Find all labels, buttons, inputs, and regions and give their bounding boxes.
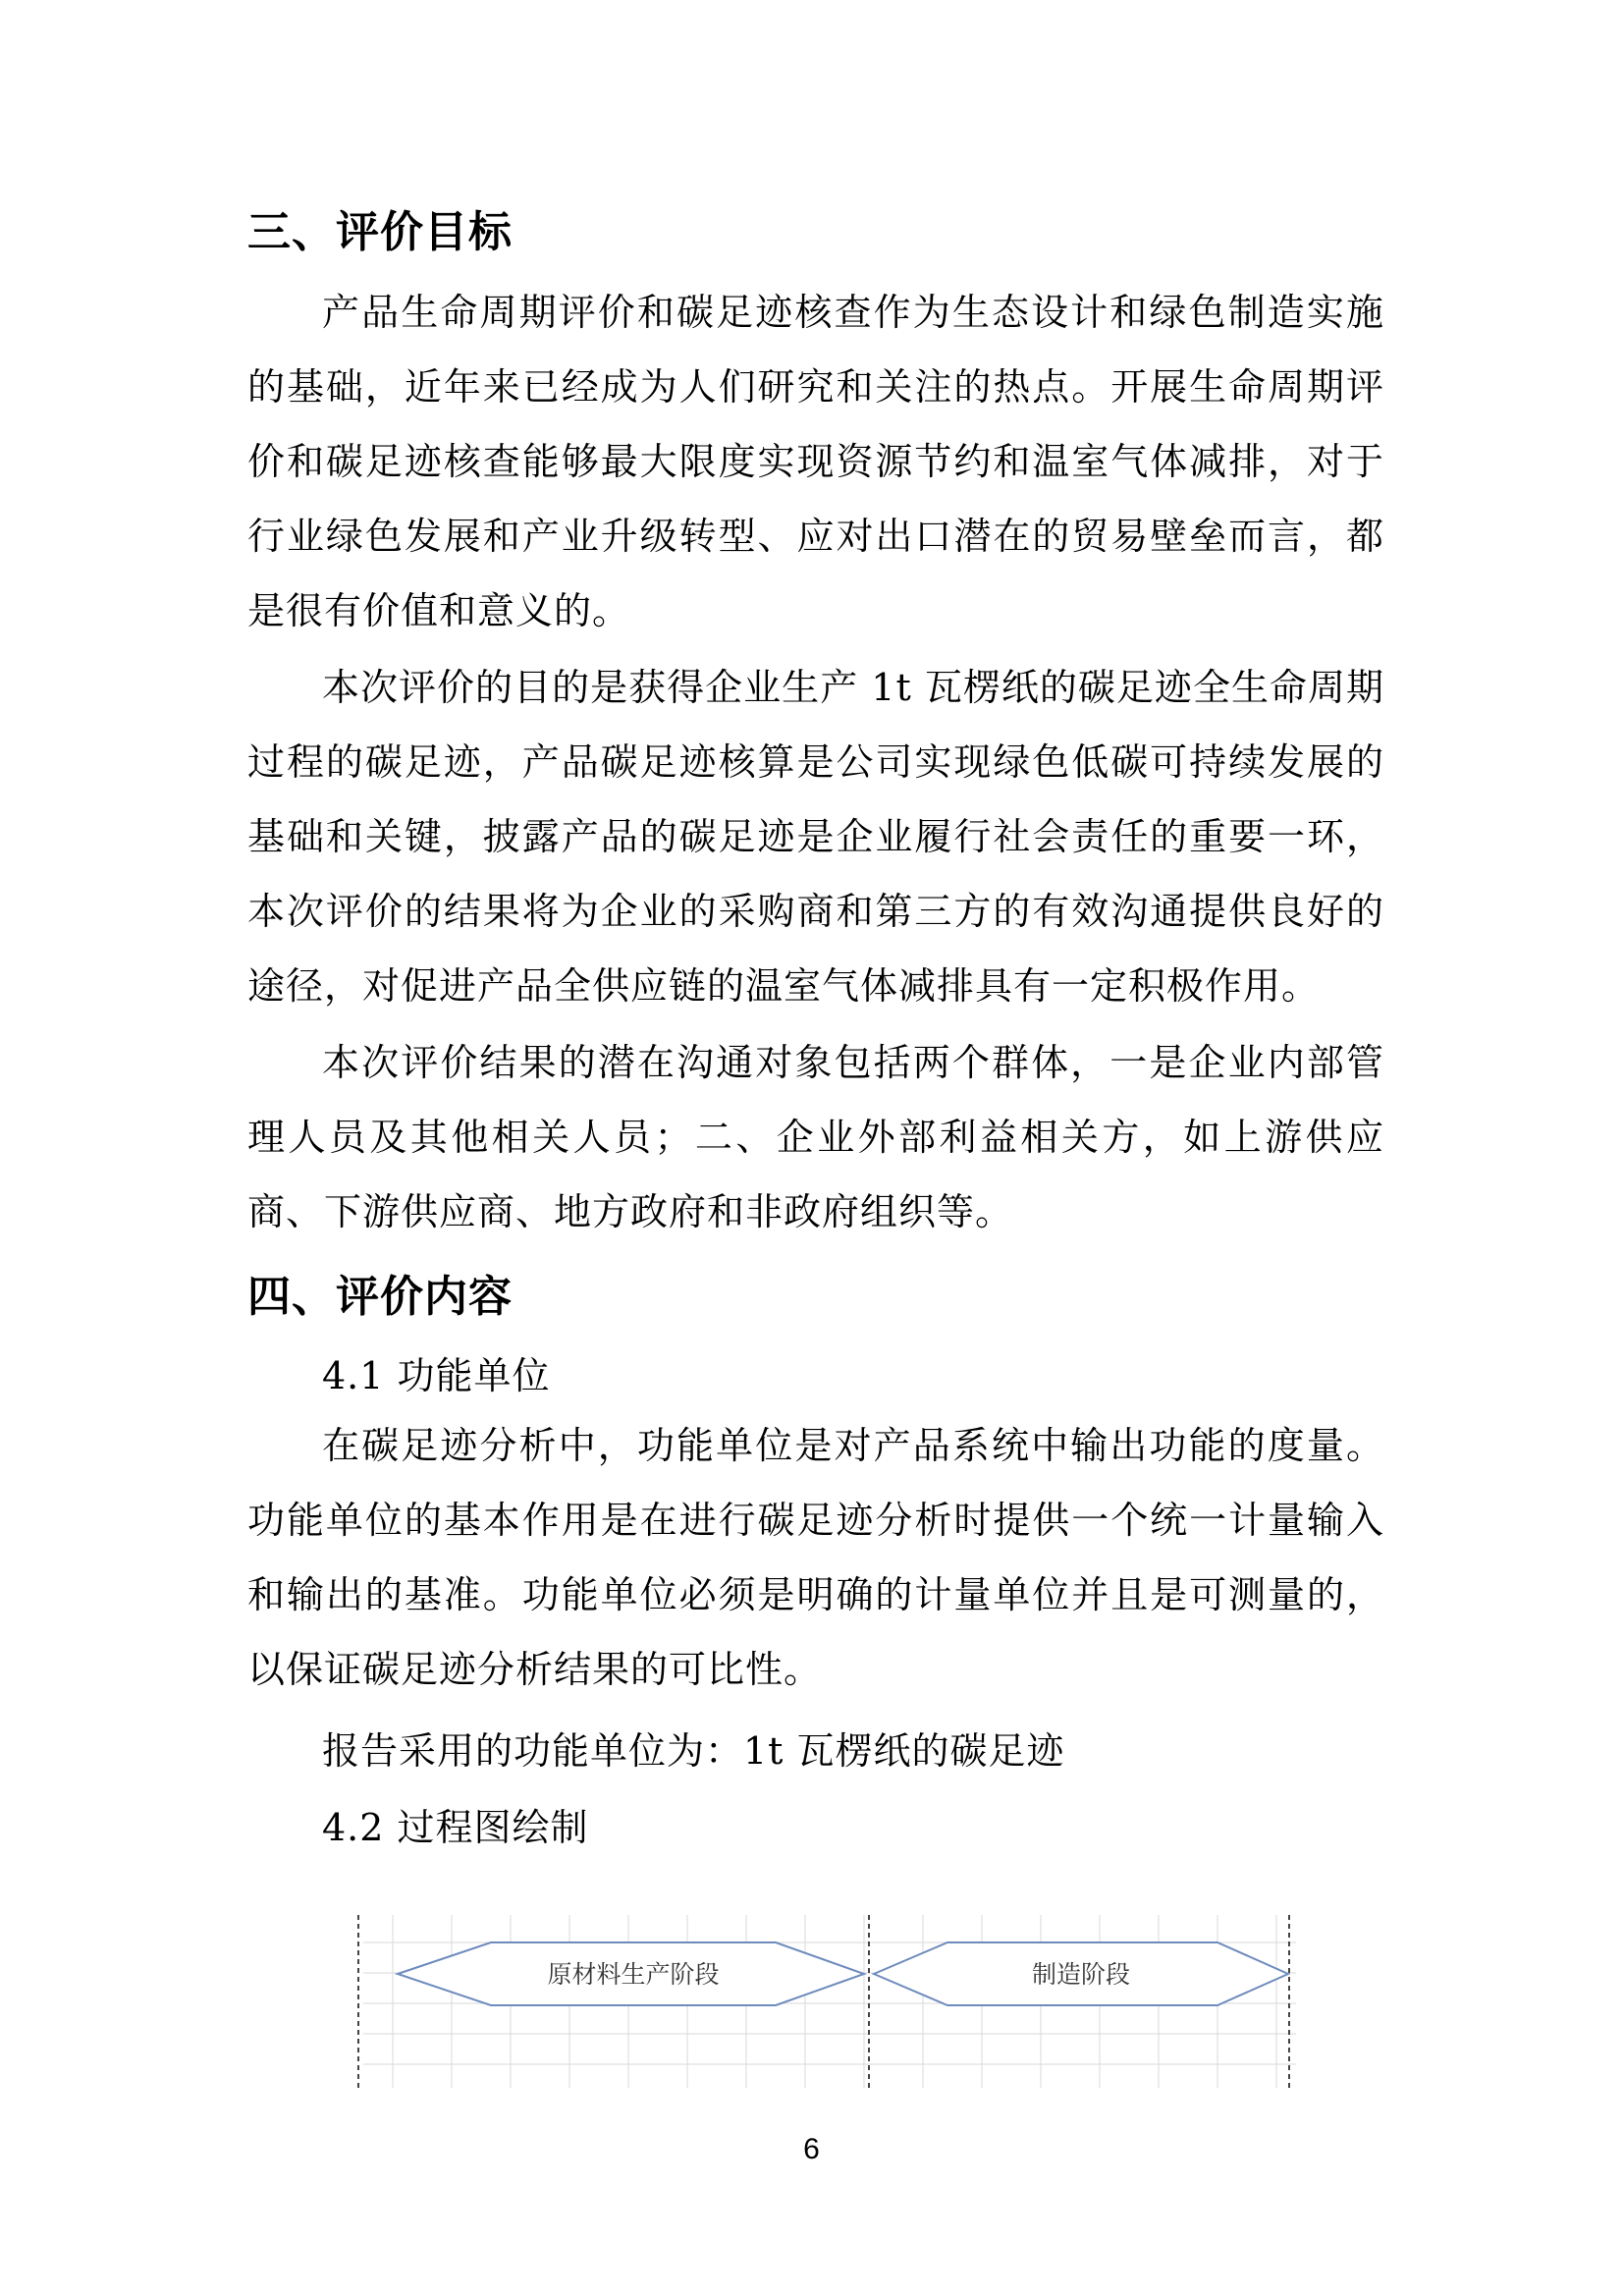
section-4-heading: 四、评价内容 bbox=[247, 1272, 513, 1322]
page-number: 6 bbox=[803, 2133, 820, 2165]
process-diagram-svg bbox=[353, 1915, 1306, 2088]
subsection-4-2-heading: 4.2 过程图绘制 bbox=[322, 1806, 589, 1849]
stage-label-raw-material: 原材料生产阶段 bbox=[547, 1960, 720, 1989]
stage-label-manufacturing: 制造阶段 bbox=[1031, 1960, 1131, 1989]
section-3-paragraph-1: 产品生命周期评价和碳足迹核查作为生态设计和绿色制造实施的基础，近年来已经成为人们研究和关注的热点。开展生命周期评价和碳足迹核查能够最大限度实现资源节约和温室气体减排，对于行业绿色发展和产业升级转型、应对出口潜在的贸易壁垒而言，都是很有价值和意义的。 bbox=[247, 291, 1384, 632]
section-3-heading: 三、评价目标 bbox=[247, 207, 513, 257]
section-3-paragraph-3: 本次评价结果的潜在沟通对象包括两个群体，一是企业内部管理人员及其他相关人员；二、企业外部利益相关方，如上游供应商、下游供应商、地方政府和非政府组织等。 bbox=[247, 1041, 1384, 1233]
subsection-4-1-paragraph: 在碳足迹分析中，功能单位是对产品系统中输出功能的度量。功能单位的基本作用是在进行碳足迹分析时提供一个统一计量输入和输出的基准。功能单位必须是明确的计量单位并且是可测量的，以保证碳足迹分析结果的可比性。 bbox=[247, 1424, 1384, 1691]
subsection-4-1-heading: 4.1 功能单位 bbox=[322, 1354, 551, 1397]
functional-unit-statement: 报告采用的功能单位为：1t 瓦楞纸的碳足迹 bbox=[322, 1729, 1065, 1773]
section-3-paragraph-2: 本次评价的目的是获得企业生产 1t 瓦楞纸的碳足迹全生命周期过程的碳足迹，产品碳足迹核算是公司实现绿色低碳可持续发展的基础和关键，披露产品的碳足迹是企业履行社会责任的重要一环，本次评价的结果将为企业的采购商和第三方的有效沟通提供良好的途径，对促进产品全供应链的温室气体减排具有一定积极作用。 bbox=[247, 666, 1384, 1008]
process-diagram bbox=[353, 1915, 1306, 2088]
